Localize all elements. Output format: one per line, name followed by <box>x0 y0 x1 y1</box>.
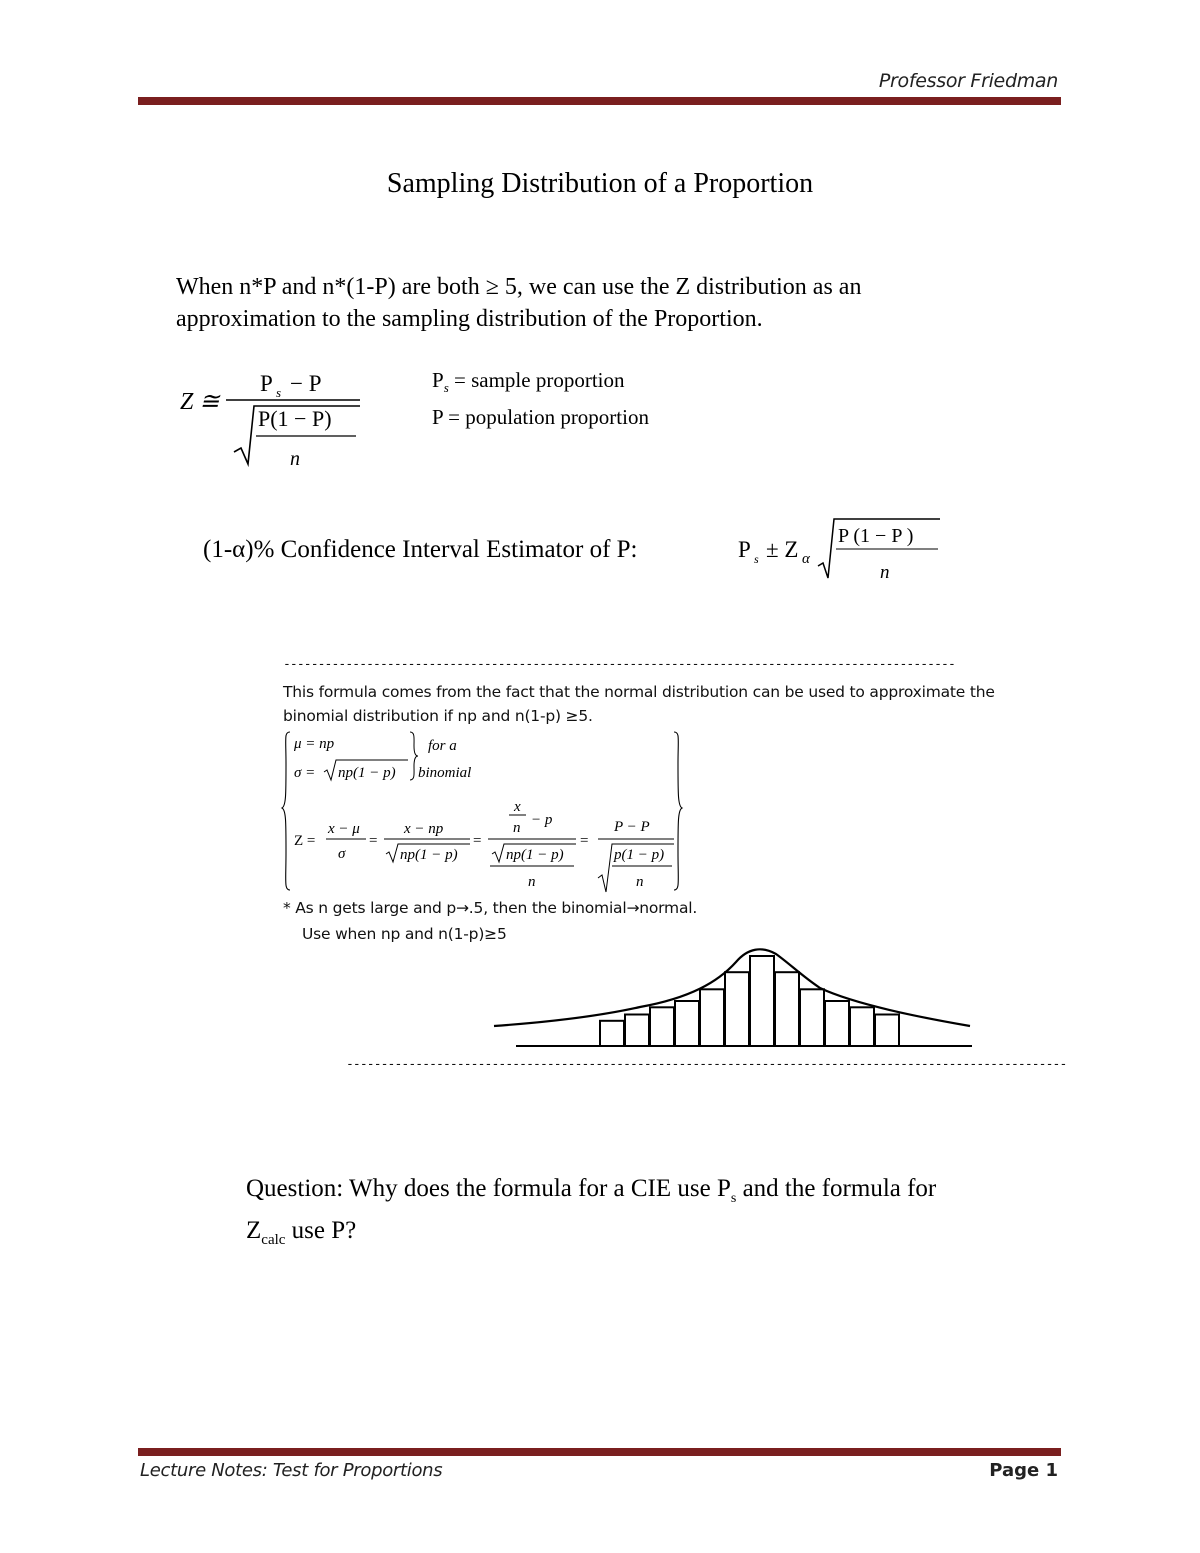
equals-3: = <box>580 833 589 849</box>
histogram-bar <box>675 1001 699 1046</box>
z-numerator-p: P <box>260 371 273 396</box>
np-root-1: np(1 − p) <box>400 847 458 863</box>
question <box>246 1173 1046 1256</box>
intro-line-2: approximation to the sampling distribution of the Proportion. <box>176 306 763 332</box>
histogram-bar <box>650 1007 674 1046</box>
definition-ps-text: = sample proportion <box>448 368 625 392</box>
intro-line-1: When n*P and n*(1-P) are both ≥ 5, we can use the Z distribution as an <box>176 274 862 300</box>
definition-p: P = population proportion <box>432 405 649 429</box>
p-root: p(1 − p) <box>614 847 665 863</box>
footer-course-title: Lecture Notes: Test for Proportions <box>140 1460 443 1481</box>
definition-ps-symbol: P <box>432 368 444 392</box>
footer-rule <box>138 1448 1061 1456</box>
histogram-bar <box>625 1015 649 1047</box>
definition-ps-sub: s <box>443 380 449 396</box>
question-line-2 <box>246 1215 1046 1256</box>
x-minus-np: x − np <box>404 821 444 837</box>
question-line-1-a: Question: Why does the formula for a CIE use P <box>246 1175 731 1202</box>
z-formula <box>176 364 376 476</box>
equals-1: = <box>369 833 378 849</box>
histogram-bar <box>750 956 774 1046</box>
histogram-bar <box>875 1015 899 1047</box>
ci-label: (1-α)% Confidence Interval Estimator of P: <box>203 536 638 563</box>
question-line-2-b: use P? <box>285 1217 357 1244</box>
sigma-denominator: σ <box>338 846 346 862</box>
equals-2: = <box>473 833 482 849</box>
histogram-bar <box>700 989 724 1046</box>
ci-formula <box>734 512 944 588</box>
box-note-line-2: Use when np and n(1-p)≥5 <box>302 925 507 943</box>
header-author: Professor Friedman <box>878 70 1058 92</box>
question-calc-sub: calc <box>261 1232 286 1248</box>
histogram-bar <box>600 1021 624 1046</box>
binomial-label: binomial <box>418 765 472 781</box>
histogram-bar <box>800 989 824 1046</box>
x-over-n-x: x <box>514 799 521 815</box>
ps-minus-p: P − P <box>614 819 650 835</box>
z-numerator-minus-p: − P <box>290 371 322 396</box>
z-numerator-sub: s <box>276 385 282 400</box>
question-line-1-b: and the formula for <box>736 1175 937 1202</box>
dashed-divider-top: ------------------------------------------------------------------------------------------------- <box>283 657 955 672</box>
dashed-divider-bottom: -------------------------------------------------------------------------------------------------------- <box>346 1057 1067 1072</box>
z-lhs: Z ≅ <box>180 389 220 415</box>
sigma-root: np(1 − p) <box>338 765 396 781</box>
box-note-line-1: * As n gets large and p→.5, then the binomial→normal. <box>283 899 698 917</box>
binomial-derivation <box>280 728 690 896</box>
n-denominator-1: n <box>528 874 536 890</box>
histogram-bar <box>775 972 799 1046</box>
inner-brace <box>410 732 418 780</box>
z-inner-denominator: n <box>290 448 300 470</box>
box-text-line-2: binomial distribution if np and n(1-p) ≥5. <box>283 707 593 725</box>
question-ps-sub: s <box>730 1191 737 1206</box>
question-line-1 <box>246 1173 1046 1215</box>
footer-page-number: Page 1 <box>989 1460 1058 1481</box>
definition-ps <box>432 368 624 396</box>
np-root-2: np(1 − p) <box>506 847 564 863</box>
binomial-normal-figure <box>490 940 980 1052</box>
ci-root-numerator: P (1 − P ) <box>838 525 914 547</box>
ci-root-denominator: n <box>880 562 890 583</box>
sigma-equation: σ = <box>294 765 316 781</box>
x-minus-mu: x − μ <box>328 821 360 837</box>
ci-alpha: α <box>802 551 810 567</box>
page-title: Sampling Distribution of a Proportion <box>386 168 814 199</box>
n-denominator-2: n <box>636 874 644 890</box>
x-over-n-n: n <box>513 820 521 836</box>
box-text-line-1: This formula comes from the fact that the normal distribution can be used to approximate the <box>283 683 995 701</box>
histogram-bar <box>850 1007 874 1046</box>
ci-ps: P <box>738 537 751 562</box>
histogram-bar <box>825 1001 849 1046</box>
question-z: Z <box>246 1217 262 1244</box>
minus-p: − p <box>531 812 553 828</box>
z-inner-numerator: P(1 − P) <box>258 406 332 431</box>
header-rule <box>138 97 1061 105</box>
ci-ps-sub: s <box>754 552 759 566</box>
for-a-label: for a <box>428 738 457 754</box>
z-equals: Z = <box>294 833 316 849</box>
intro-paragraph <box>176 271 1016 335</box>
histogram-bar <box>725 972 749 1046</box>
mu-equation: μ = np <box>294 736 335 752</box>
outer-left-brace <box>282 732 290 890</box>
outer-right-brace <box>674 732 682 890</box>
ci-pm-z: ± Z <box>766 537 799 562</box>
